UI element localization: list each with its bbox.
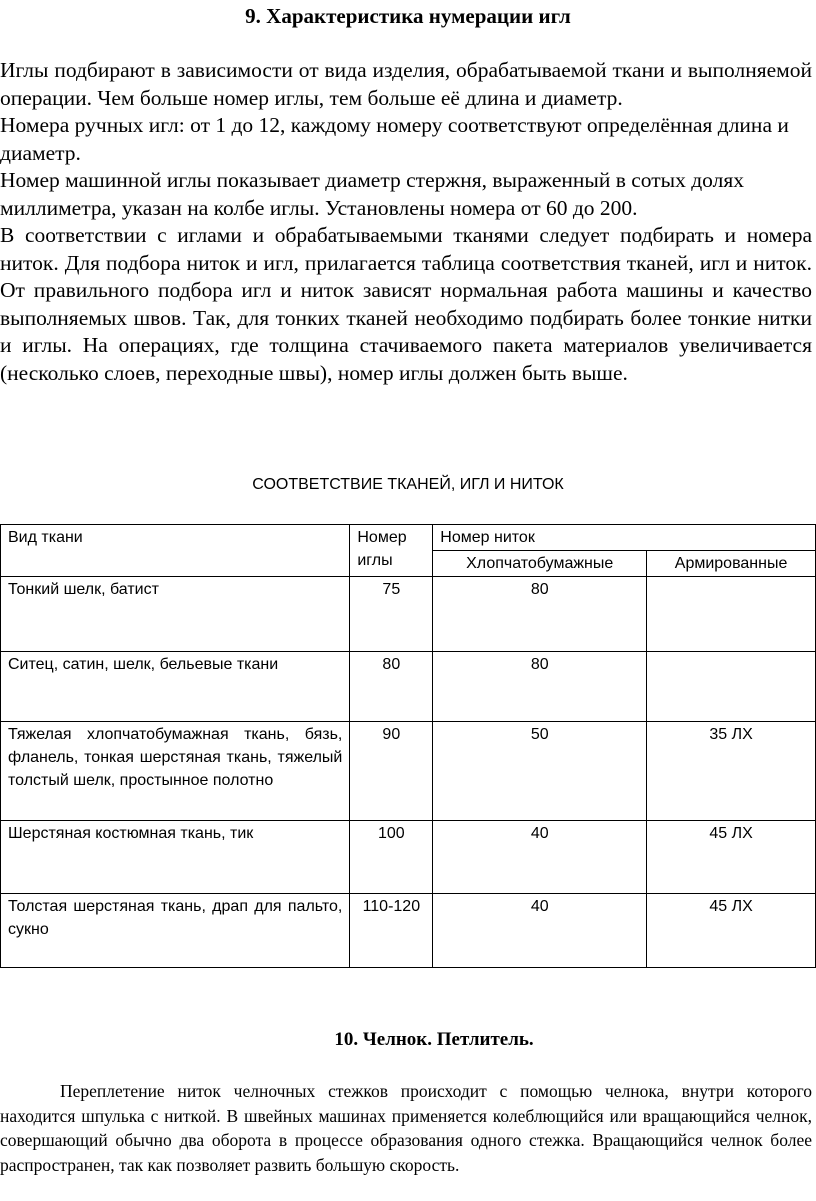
fabric-cell: Ситец, сатин, шелк, бельевые ткани — [1, 652, 350, 722]
fabric-cell: Толстая шерстяная ткань, драп для пальто, сукно — [1, 894, 350, 968]
cotton-cell: 50 — [433, 722, 647, 821]
needle-cell: 100 — [350, 821, 433, 894]
fabric-cell: Шерстяная костюмная ткань, тик — [1, 821, 350, 894]
thread-selection-paragraph: В соответствии с иглами и обрабатываемыми тканями следует подбирать и номера ниток. Для подбора ниток и игл, прилагается таблица соответствия тканей, игл и ниток. От правильного подбора игл и ниток зависят нормальная работа машины и качество выполняемых швов. Так, для тонких тканей необходимо подбирать более тонкие нитки и иглы. На операциях, где толщина стачиваемого пакета материалов увеличивается (несколько слоев, переходные швы), номер иглы должен быть выше. — [0, 223, 812, 385]
table-row — [1, 894, 816, 968]
machine-needle-paragraph: Номер машинной иглы показывает диаметр стержня, выраженный в сотых долях миллиметра, указан на колбе иглы. Установлены номера от 60 до 200. — [0, 168, 744, 220]
needle-cell: 90 — [350, 722, 433, 821]
table-caption: СООТВЕТСТВИЕ ТКАНЕЙ, ИГЛ И НИТОК — [252, 476, 564, 493]
needle-cell: 80 — [350, 652, 433, 722]
section-9-title: 9. Характеристика нумерации игл — [245, 4, 571, 28]
reinforced-cell — [647, 652, 816, 722]
fabric-needle-thread-table — [0, 524, 816, 968]
header-thread-number: Номер ниток — [433, 525, 816, 551]
table-row — [1, 577, 816, 652]
fabric-cell: Тонкий шелк, батист — [1, 577, 350, 652]
table-row — [1, 652, 816, 722]
table-row — [1, 821, 816, 894]
section-10-title: 10. Челнок. Петлитель. — [334, 1029, 534, 1050]
table-header-row — [1, 525, 816, 551]
reinforced-cell: 35 ЛХ — [647, 722, 816, 821]
cotton-cell: 80 — [433, 577, 647, 652]
intro-paragraph: Иглы подбирают в зависимости от вида изделия, обрабатываемой ткани и выполняемой операции. Чем больше номер иглы, тем больше её длина и диаметр. — [0, 58, 812, 110]
cotton-cell: 80 — [433, 652, 647, 722]
header-reinforced-threads: Армированные — [647, 551, 816, 577]
reinforced-cell — [647, 577, 816, 652]
shuttle-paragraph: Переплетение ниток челночных стежков происходит с помощью челнока, внутри которого находится шпулька с ниткой. В швейных машинах применяется колеблющийся или вращающийся челнок, совершающий обычно два оборота в процессе образования одного стежка. Вращающийся челнок более распространен, так как позволяет развить большую скорость. — [0, 1081, 812, 1175]
header-fabric-type: Вид ткани — [1, 525, 350, 577]
cotton-cell: 40 — [433, 821, 647, 894]
header-needle-number: Номер иглы — [350, 525, 433, 577]
needle-cell: 75 — [350, 577, 433, 652]
section-9-text — [0, 57, 812, 387]
hand-needles-paragraph: Номера ручных игл: от 1 до 12, каждому номеру соответствуют определённая длина и диаметр. — [0, 113, 789, 165]
header-cotton-threads: Хлопчатобумажные — [433, 551, 647, 577]
cotton-cell: 40 — [433, 894, 647, 968]
table-row — [1, 722, 816, 821]
needle-cell: 110-120 — [350, 894, 433, 968]
fabric-cell: Тяжелая хлопчатобумажная ткань, бязь, фланель, тонкая шерстяная ткань, тяжелый толстый шелк, простынное полотно — [1, 722, 350, 821]
reinforced-cell: 45 ЛХ — [647, 894, 816, 968]
reinforced-cell: 45 ЛХ — [647, 821, 816, 894]
